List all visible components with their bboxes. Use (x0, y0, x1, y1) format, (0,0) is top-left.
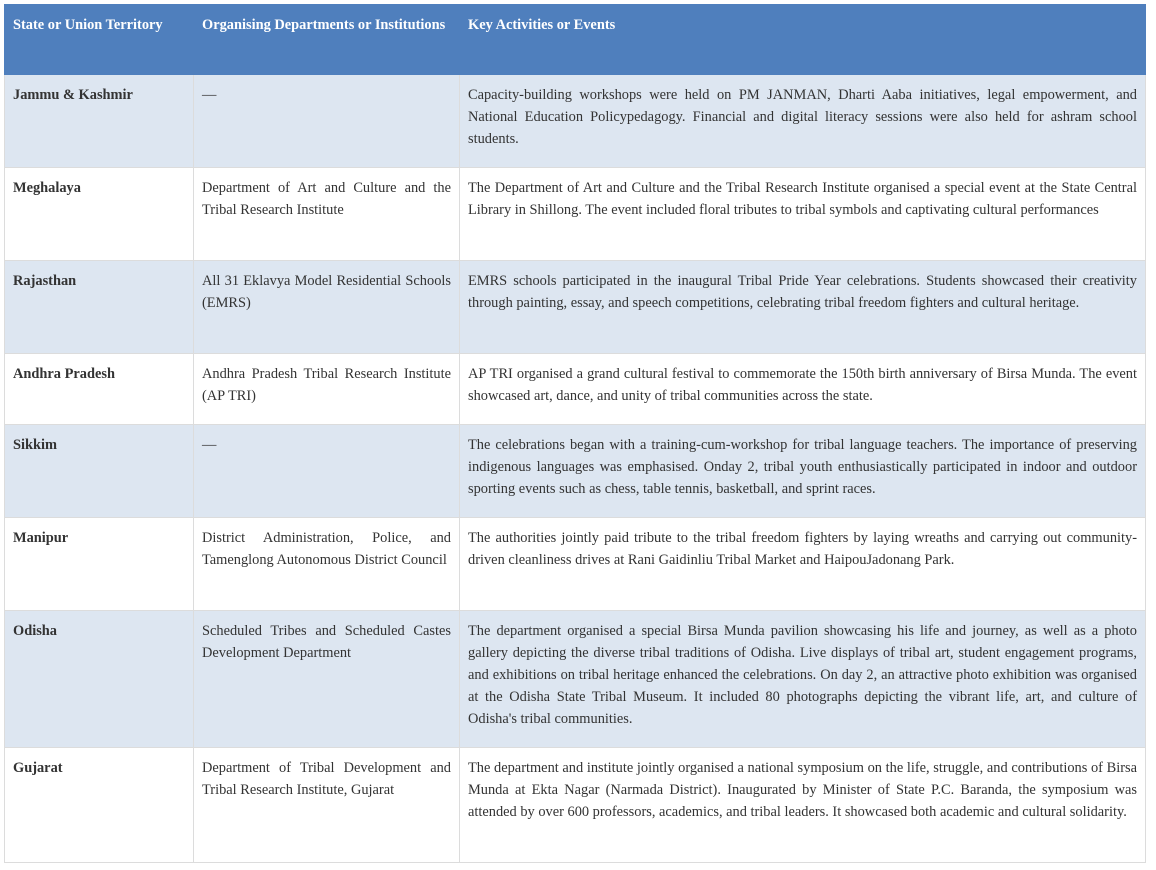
cell-organiser: District Administration, Police, and Tamenglong Autonomous District Council (194, 518, 460, 611)
header-organisers: Organising Departments or Institutions (194, 5, 460, 75)
cell-activities: EMRS schools participated in the inaugural Tribal Pride Year celebrations. Students showcased their creativity through painting, essay, and speech competitions, celebrating tribal freedom fighters and cultural heritage. (460, 261, 1146, 354)
cell-activities: AP TRI organised a grand cultural festival to commemorate the 150th birth anniversary of Birsa Munda. The event showcased art, dance, and unity of tribal communities across the state. (460, 354, 1146, 425)
table-row (5, 261, 1146, 354)
cell-state: Manipur (5, 518, 194, 611)
cell-activities: The authorities jointly paid tribute to the tribal freedom fighters by laying wreaths and carrying out community-driven cleanliness drives at Rani Gaidinliu Tribal Market and HaipouJadonang Park. (460, 518, 1146, 611)
cell-activities: The department and institute jointly organised a national symposium on the life, struggle, and contributions of Birsa Munda at Ekta Nagar (Narmada District). Inaugurated by Minister of State P.C. Baranda, the symposium was attended by over 600 professors, academics, and tribal leaders. It showcased both academic and cultural solidarity. (460, 748, 1146, 863)
header-state: State or Union Territory (5, 5, 194, 75)
cell-state: Gujarat (5, 748, 194, 863)
cell-state: Odisha (5, 611, 194, 748)
cell-state: Meghalaya (5, 168, 194, 261)
table-row (5, 75, 1146, 168)
header-activities: Key Activities or Events (460, 5, 1146, 75)
cell-state: Andhra Pradesh (5, 354, 194, 425)
table-row (5, 354, 1146, 425)
cell-state: Sikkim (5, 425, 194, 518)
table-row (5, 425, 1146, 518)
cell-organiser: — (194, 75, 460, 168)
cell-organiser: Andhra Pradesh Tribal Research Institute (AP TRI) (194, 354, 460, 425)
cell-activities: The Department of Art and Culture and the Tribal Research Institute organised a special event at the State Central Library in Shillong. The event included floral tributes to tribal symbols and captivating cultural performances (460, 168, 1146, 261)
cell-organiser: Department of Art and Culture and the Tribal Research Institute (194, 168, 460, 261)
cell-activities: Capacity-building workshops were held on PM JANMAN, Dharti Aaba initiatives, legal empowerment, and National Education Policypedagogy. Financial and digital literacy sessions were also held for ashram school students. (460, 75, 1146, 168)
cell-organiser: Scheduled Tribes and Scheduled Castes Development Department (194, 611, 460, 748)
activities-table (4, 4, 1146, 863)
cell-state: Jammu & Kashmir (5, 75, 194, 168)
table-header-row (5, 5, 1146, 75)
cell-activities: The department organised a special Birsa Munda pavilion showcasing his life and journey, as well as a photo gallery depicting the diverse tribal traditions of Odisha. Live displays of tribal art, student engagement programs, and exhibitions on tribal heritage enhanced the celebrations. On day 2, an attractive photo exhibition was organised at the Odisha State Tribal Museum. It included 80 photographs depicting the vibrant life, art, and culture of Odisha's tribal communities. (460, 611, 1146, 748)
cell-activities: The celebrations began with a training-cum-workshop for tribal language teachers. The importance of preserving indigenous languages was emphasised. Onday 2, tribal youth enthusiastically participated in indoor and outdoor sporting events such as chess, table tennis, basketball, and sprint races. (460, 425, 1146, 518)
cell-state: Rajasthan (5, 261, 194, 354)
table-row (5, 748, 1146, 863)
cell-organiser: Department of Tribal Development and Tribal Research Institute, Gujarat (194, 748, 460, 863)
cell-organiser: — (194, 425, 460, 518)
cell-organiser: All 31 Eklavya Model Residential Schools (EMRS) (194, 261, 460, 354)
table-row (5, 518, 1146, 611)
table-row (5, 611, 1146, 748)
table-row (5, 168, 1146, 261)
